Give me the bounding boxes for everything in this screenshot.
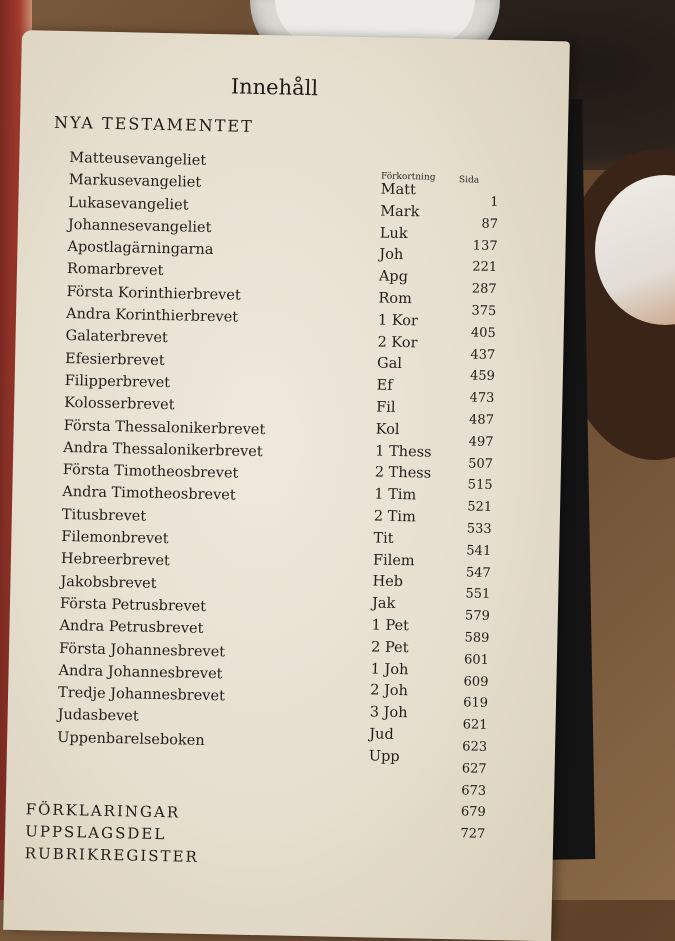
appendix-list [25, 798, 200, 868]
book-abbreviation: Gal [376, 355, 403, 373]
page-number: 589 [464, 630, 490, 646]
book-title: Andra Johannesbrevet [58, 662, 223, 683]
book-title: Tredje Johannesbrevet [57, 685, 226, 705]
book-abbreviation: Mark [380, 203, 420, 221]
book-title: Johannesevangeliet [67, 216, 212, 236]
page-number: 459 [469, 368, 495, 385]
page-number: 673 [461, 782, 487, 799]
book-title: Andra Timotheosbrevet [62, 484, 236, 505]
book-abbreviation: Jak [371, 595, 396, 613]
page-number: 547 [465, 564, 491, 581]
page-number: 679 [460, 804, 486, 821]
book-list [57, 147, 271, 753]
page-number: 137 [472, 238, 498, 254]
book-abbreviation: 3 Joh [369, 704, 408, 722]
book-abbreviation: Luk [379, 225, 408, 242]
page-number-list [435, 191, 499, 846]
book-title: Lukasevangeliet [68, 194, 189, 214]
page-number: 437 [470, 347, 496, 363]
page-number: 627 [461, 761, 487, 777]
page-number: 87 [481, 216, 499, 232]
book-title: Första Johannesbrevet [58, 640, 226, 660]
book-title: Galaterbrevet [65, 328, 168, 347]
page-number: 533 [466, 521, 492, 537]
book-abbreviation: Matt [380, 181, 417, 199]
page-title: Innehåll [230, 74, 319, 101]
book-title: Filemonbrevet [61, 528, 169, 548]
book-title: Andra Korinthierbrevet [65, 306, 239, 326]
book-title: Första Timotheosbrevet [62, 462, 239, 482]
page-number: 727 [460, 826, 486, 842]
book-abbreviation: 1 Kor [377, 312, 419, 330]
page-number: 521 [467, 499, 493, 516]
page-number: 579 [464, 608, 490, 625]
book-title: Första Thessalonikerbrevet [63, 417, 266, 438]
book-title: Judasbevet [57, 707, 139, 726]
page-number: 405 [470, 325, 496, 341]
book-abbreviation: Jud [369, 726, 394, 743]
page-number: 623 [462, 739, 488, 755]
page-column-header: Sida [458, 175, 480, 186]
book-title: Uppenbarelseboken [57, 729, 205, 749]
book-title: Hebreerbrevet [60, 551, 171, 570]
page-number: 621 [462, 717, 488, 734]
page-number: 1 [490, 194, 499, 211]
page-number: 287 [471, 281, 497, 298]
book-abbreviation: Fil [376, 399, 396, 416]
page-number: 221 [472, 259, 498, 276]
book-abbreviation: 2 Joh [370, 682, 409, 700]
book-title: Första Korinthierbrevet [66, 283, 241, 304]
book-abbreviation: Tit [373, 530, 394, 547]
page-number: 551 [465, 586, 491, 603]
book-abbreviation: 2 Thess [374, 464, 432, 483]
book-abbreviation: Filem [372, 552, 415, 569]
book-abbreviation: 1 Joh [370, 660, 409, 678]
book-abbreviation: 2 Kor [377, 334, 418, 351]
book-title: Jakobsbrevet [60, 573, 157, 592]
book-abbreviation: 1 Pet [371, 617, 410, 635]
book-title: Andra Petrusbrevet [59, 618, 204, 638]
page-number: 541 [466, 543, 492, 559]
section-heading: NYA TESTAMENTET [53, 112, 254, 136]
book-abbreviation: 1 Thess [375, 443, 432, 461]
page-number: 507 [468, 456, 494, 472]
book-abbreviation: Ef [376, 377, 393, 395]
page-number: 375 [471, 303, 497, 319]
book-title: Andra Thessalonikerbrevet [63, 439, 263, 460]
book-title: Apostlagärningarna [67, 239, 214, 259]
page-number: 515 [467, 477, 493, 494]
book-page [3, 30, 570, 941]
book-title: Kolosserbrevet [64, 395, 175, 414]
book-abbreviation: 2 Tim [373, 508, 416, 526]
book-abbreviation: Apg [378, 268, 409, 286]
book-title: Romarbrevet [66, 261, 164, 280]
page-number: 473 [469, 390, 495, 407]
book-abbreviation: 1 Tim [374, 486, 417, 504]
book-title: Filipperbrevet [64, 372, 171, 392]
page-number: 497 [468, 434, 494, 450]
appendix-entry: FÖRKLARINGAR [25, 800, 181, 822]
appendix-entry: UPPSLAGSDEL [25, 822, 167, 844]
book-title: Första Petrusbrevet [59, 595, 207, 615]
book-abbreviation: 2 Pet [370, 639, 409, 656]
book-title: Matteusevangeliet [69, 150, 207, 169]
book-title: Markusevangeliet [68, 172, 202, 192]
book-abbreviation: Rom [378, 290, 413, 308]
appendix-entry: RUBRIKREGISTER [24, 844, 199, 866]
book-abbreviation: Upp [368, 748, 400, 765]
book-abbreviation: Joh [379, 246, 404, 264]
book-abbreviation: Kol [375, 421, 400, 438]
abbreviation-column-header: Förkortning [380, 171, 436, 183]
book-title: Titusbrevet [61, 506, 147, 525]
book-title: Efesierbrevet [64, 350, 165, 369]
book-abbreviation: Heb [372, 573, 404, 591]
abbreviation-list [369, 180, 438, 770]
page-number: 601 [463, 652, 490, 668]
page-number: 619 [463, 695, 489, 712]
page-number: 609 [463, 673, 489, 690]
page-number: 487 [468, 412, 495, 428]
